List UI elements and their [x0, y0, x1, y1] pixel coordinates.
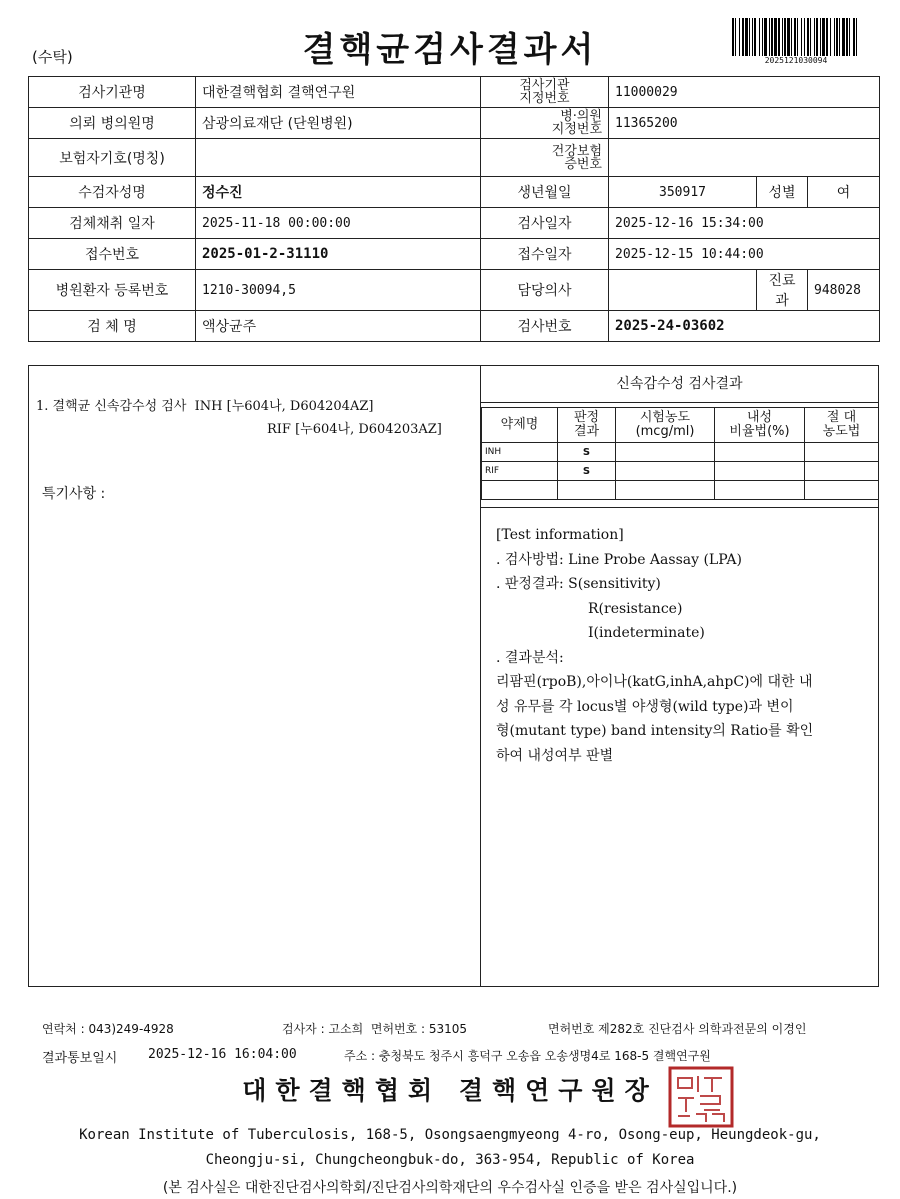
notice-time-label: 결과통보일시: [42, 1051, 118, 1066]
reg-no-label: 병원환자 등록번호: [29, 270, 196, 311]
certification-note: (본 검사실은 대한진단검사의학회/진단검사의학재단의 우수검사실 인증을 받은 검사실입니다.): [162, 1180, 738, 1196]
table-cell: [805, 462, 879, 481]
info-analysis-line: 하여 내성여부 판별: [496, 747, 614, 764]
referring-code-value: 11365200: [609, 108, 880, 139]
sex-label: 성별: [757, 177, 808, 208]
result-cell: [558, 481, 616, 500]
english-address-line: Korean Institute of Tuberculosis, 168-5, Osongsaengmyeong 4-ro, Osong-eup, Heungdeok-gu,: [79, 1127, 821, 1143]
institution-label: 검사기관명: [29, 77, 196, 108]
result-cell: S: [558, 443, 616, 462]
info-indeterminate: I(indeterminate): [588, 625, 705, 641]
table-cell: [715, 462, 805, 481]
col-header: 시험농도 (mcg/ml): [616, 408, 715, 443]
col-header: 약제명: [482, 408, 558, 443]
referring-label: 의뢰 병의원명: [29, 108, 196, 139]
table-cell: [805, 481, 879, 500]
table-cell: [616, 462, 715, 481]
dept-value: 948028: [808, 270, 880, 311]
col-header: 내성 비율법(%): [715, 408, 805, 443]
info-judgement: . 판정결과: S(sensitivity): [496, 576, 661, 592]
table-cell: [805, 443, 879, 462]
collect-date-label: 검체채취 일자: [29, 208, 196, 239]
test-date-label: 검사일자: [481, 208, 609, 239]
test-item-line: 1. 결핵균 신속감수성 검사 INH [누604나, D604204AZ]: [36, 399, 374, 414]
insurer-value: [196, 139, 481, 177]
drug-cell: RIF: [482, 462, 558, 481]
divider: [481, 507, 878, 508]
test-no-label: 검사번호: [481, 311, 609, 342]
dob-value: 350917: [609, 177, 757, 208]
test-date-value: 2025-12-16 15:34:00: [609, 208, 880, 239]
specimen-label: 검 체 명: [29, 311, 196, 342]
institute-name: 대한결핵협회 결핵연구원장: [242, 1076, 658, 1105]
info-resistance: R(resistance): [588, 600, 683, 617]
english-address-line: Cheongju-si, Chungcheongbuk-do, 363-954, Republic of Korea: [205, 1152, 695, 1168]
collect-date-value: 2025-11-18 00:00:00: [196, 208, 481, 239]
table-row: [482, 481, 879, 500]
address: 주소 : 충청북도 청주시 흥덕구 오송읍 오송생명4로 168-5 결핵연구원: [344, 1049, 711, 1063]
copy-label: (수탁): [32, 48, 73, 66]
insurer-label: 보험자기호(명칭): [29, 139, 196, 177]
info-heading: [Test information]: [496, 527, 624, 543]
institution-code-value: 11000029: [609, 77, 880, 108]
dept-label: 진료과: [757, 270, 808, 311]
receipt-date-value: 2025-12-15 10:44:00: [609, 239, 880, 270]
doctor-value: [609, 270, 757, 311]
notice-time-value: 2025-12-16 16:04:00: [148, 1047, 297, 1062]
institution-value: 대한결핵협회 결핵연구원: [196, 77, 481, 108]
remarks-label: 특기사항 :: [42, 486, 106, 502]
table-row: [482, 443, 879, 462]
susceptibility-table: [481, 407, 879, 500]
dob-label: 생년월일: [481, 177, 609, 208]
test-no-value: 2025-24-03602: [609, 311, 880, 342]
health-ins-label: 건강보험 증번호: [481, 139, 609, 177]
table-row: [482, 462, 879, 481]
institution-code-label: 검사기관 지정번호: [481, 77, 609, 108]
col-header: 판정 결과: [558, 408, 616, 443]
health-ins-value: [609, 139, 880, 177]
receipt-date-label: 접수일자: [481, 239, 609, 270]
result-cell: S: [558, 462, 616, 481]
barcode-icon: [732, 18, 860, 58]
accession-label: 접수번호: [29, 239, 196, 270]
patient-info-table: [28, 76, 880, 342]
referring-value: 삼광의료재단 (단원병원): [196, 108, 481, 139]
examiner-info: 검사자 : 고소희 면허번호 : 53105: [282, 1022, 468, 1036]
official-seal-icon: [668, 1066, 734, 1128]
sex-value: 여: [808, 177, 880, 208]
document-title: 결핵균검사결과서: [302, 30, 598, 70]
contact-info: 연락처 : 043)249-4928: [42, 1022, 174, 1036]
info-analysis-line: 성 유무를 각 locus별 야생형(wild type)과 변이: [496, 698, 794, 715]
table-cell: [715, 443, 805, 462]
referring-code-label: 병·의원 지정번호: [481, 108, 609, 139]
physician-license: 면허번호 제282호 진단검사 의학과전문의 이경인: [548, 1022, 807, 1036]
barcode-number: 2025121030094: [764, 56, 828, 65]
table-cell: [715, 481, 805, 500]
patient-name-label: 수검자성명: [29, 177, 196, 208]
test-item-line: RIF [누604나, D604203AZ]: [267, 422, 442, 437]
info-method: . 검사방법: Line Probe Aassay (LPA): [496, 551, 742, 568]
drug-cell: [482, 481, 558, 500]
accession-value: 2025-01-2-31110: [196, 239, 481, 270]
info-analysis-label: . 결과분석:: [496, 649, 564, 666]
result-title: 신속감수성 검사결과: [480, 366, 879, 403]
reg-no-value: 1210-30094,5: [196, 270, 481, 311]
info-analysis-line: 형(mutant type) band intensity의 Ratio를 확인: [496, 723, 814, 739]
test-information: [496, 523, 866, 768]
info-analysis-line: 리팜핀(rpoB),아이나(katG,inhA,ahpC)에 대한 내: [496, 674, 813, 690]
col-header: 절 대 농도법: [805, 408, 879, 443]
drug-cell: INH: [482, 443, 558, 462]
doctor-label: 담당의사: [481, 270, 609, 311]
specimen-value: 액상균주: [196, 311, 481, 342]
patient-name-value: 정수진: [196, 177, 481, 208]
table-cell: [616, 443, 715, 462]
table-cell: [616, 481, 715, 500]
